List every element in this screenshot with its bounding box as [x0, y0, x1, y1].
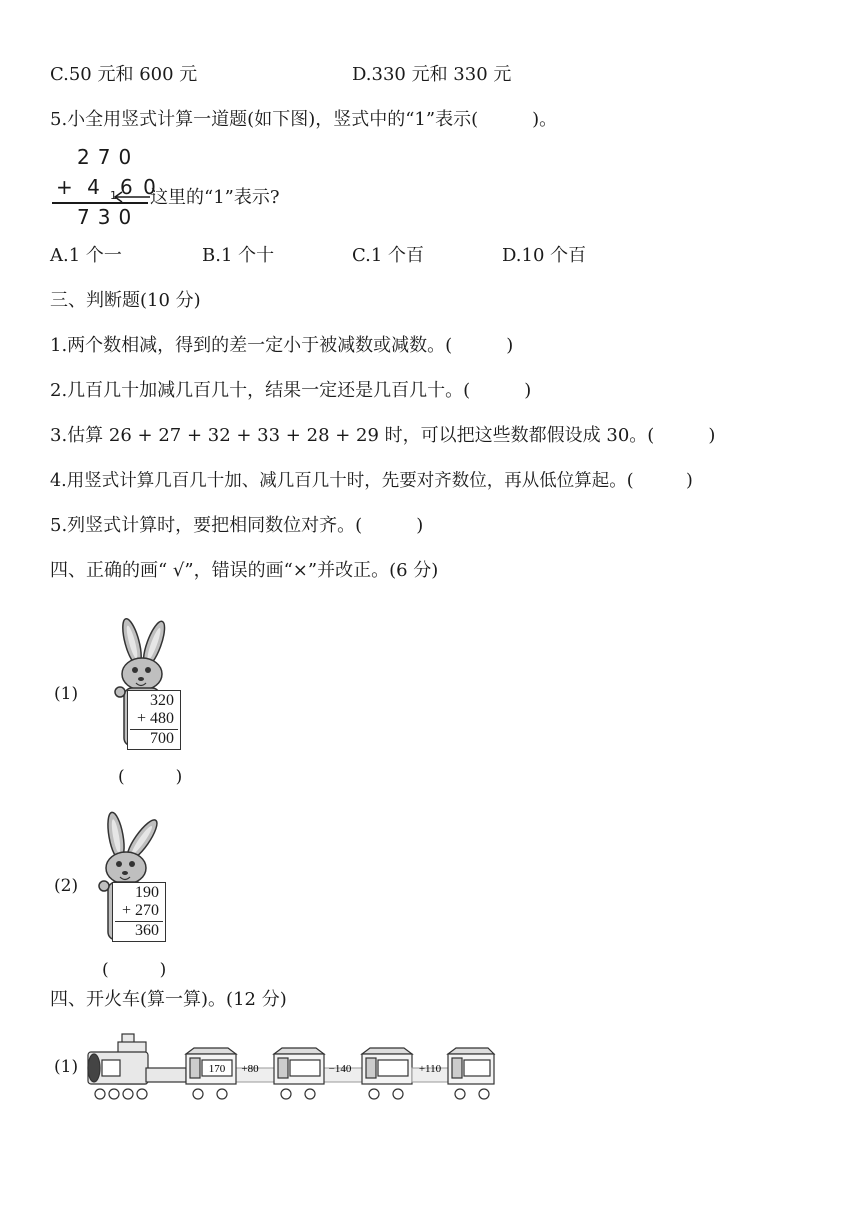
vertical-carry: 1 [110, 189, 117, 202]
judge-item-5: 5.列竖式计算时，要把相同数位对齐。( ) [50, 515, 424, 536]
locomotive-icon [88, 1034, 186, 1099]
q5-stem: 5.小全用竖式计算一道题(如下图)，竖式中的“1”表示( )。 [50, 109, 558, 130]
problem-2-label: (2) [54, 876, 79, 896]
problem-1-label: (1) [54, 684, 79, 704]
card-1-result: 700 [150, 730, 174, 747]
wagon-2 [274, 1048, 324, 1099]
card-1-b: + 480 [136, 710, 174, 727]
train-op-1: +80 [241, 1063, 259, 1075]
judge-item-4: 4.用竖式计算几百几十加、减几百几十时，先要对齐数位，再从低位算起。( ) [50, 471, 693, 491]
card-2-a: 190 [135, 884, 159, 901]
train-diagram [86, 1030, 496, 1110]
card-1-a: 320 [150, 692, 174, 709]
section3-title: 三、判断题(10 分) [50, 290, 201, 311]
judge-item-1: 1.两个数相减，得到的差一定小于被减数或减数。( ) [50, 335, 514, 356]
judge-item-3: 3.估算 26 + 27 + 32 + 33 + 28 + 29 时，可以把这些数都假设成 30。( ) [50, 425, 716, 446]
q5-option-b: B.1 个十 [202, 245, 275, 266]
q4-option-c: C.50 元和 600 元 [50, 64, 198, 85]
problem-1-answer[interactable]: ( ) [118, 767, 183, 787]
q5-option-d: D.10 个百 [502, 245, 587, 266]
callout-text: 这里的“1”表示? [150, 187, 280, 208]
wagon-3 [362, 1048, 412, 1099]
vertical-result: 730 [77, 205, 140, 229]
problem-2-answer[interactable]: ( ) [102, 960, 167, 980]
callout-arrow [112, 190, 152, 204]
train-op-2: −140 [328, 1063, 352, 1075]
wagon-4 [448, 1048, 494, 1099]
train-label: (1) [54, 1057, 79, 1077]
vertical-addend-b: 6 0 [120, 175, 158, 199]
q5-option-a: A.1 个一 [50, 245, 122, 266]
vertical-addend-a: + 4 [56, 175, 104, 199]
train-op-3: +110 [418, 1063, 442, 1075]
card-2 [112, 882, 166, 942]
card-1 [127, 690, 181, 750]
q5-option-c: C.1 个百 [352, 245, 425, 266]
card-2-result: 360 [135, 922, 159, 939]
card-2-b: + 270 [121, 902, 159, 919]
section4a-title: 四、正确的画“ √”，错误的画“×”并改正。(6 分) [50, 560, 439, 581]
q4-option-d: D.330 元和 330 元 [352, 64, 512, 85]
vertical-top: 270 [77, 145, 140, 169]
train-start-value: 170 [208, 1063, 226, 1075]
judge-item-2: 2.几百几十加减几百几十，结果一定还是几百几十。( ) [50, 380, 532, 401]
section4b-title: 四、开火车(算一算)。(12 分) [50, 989, 287, 1010]
